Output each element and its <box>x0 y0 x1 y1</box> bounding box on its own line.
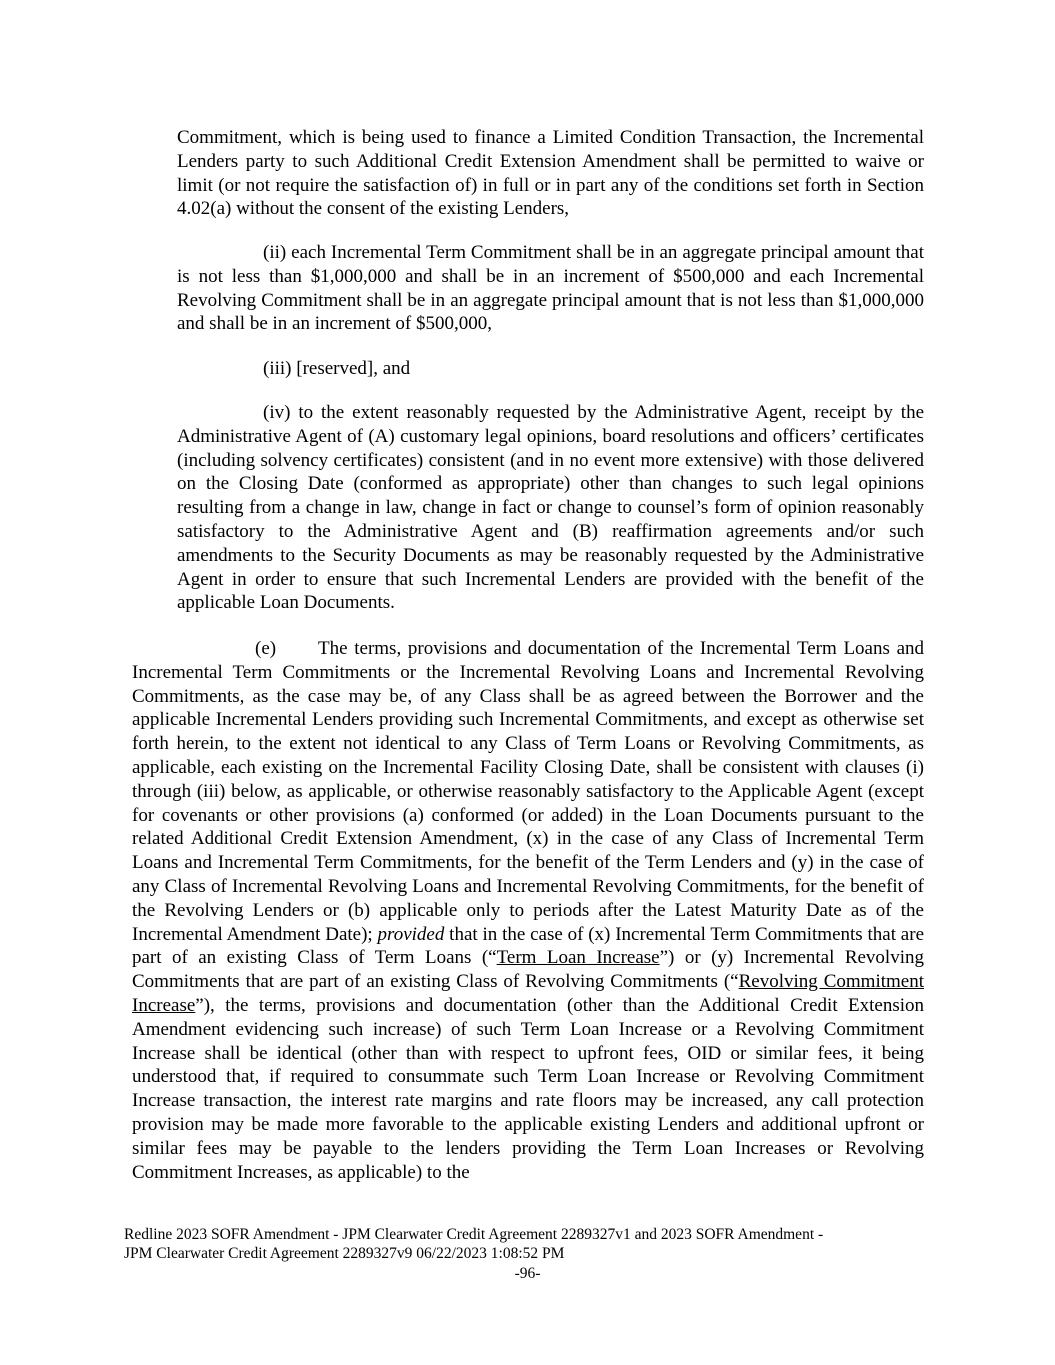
defined-term-revolving-commitment-increase: Revolving Commitment Increase <box>132 971 924 1016</box>
paragraph-clause-iii: (iii) [reserved], and <box>263 358 411 379</box>
document-footer <box>124 1225 924 1263</box>
footer-line-2: JPM Clearwater Credit Agreement 2289327v9 06/22/2023 1:08:52 PM <box>124 1245 565 1262</box>
page-number: -96- <box>514 1265 541 1282</box>
footer-line-1: Redline 2023 SOFR Amendment - JPM Clearwater Credit Agreement 2289327v1 and 2023 SOFR Amendment - <box>124 1226 824 1243</box>
section-e-text-c: ”) or (y) Incremental Revolving Commitments that are part of an existing Class of Revolving Commitments (“ <box>132 947 924 993</box>
paragraph-clause-iv: (iv) to the extent reasonably requested by the Administrative Agent, receipt by the Administrative Agent of (A) customary legal opinions, board resolutions and officers’ certificates (including solvency certificates) consistent (and in no event more extensive) with those delivered on the Closing Date (conformed as appropriate) other than changes to such legal opinions resulting from a change in law, change in fact or change to counsel’s form of opinion reasonably satisfactory to the Administrative Agent and (B) reaffirmation agreements and/or such amendments to the Security Documents as may be reasonably requested by the Administrative Agent in order to ensure that such Incremental Lenders are provided with the benefit of the applicable Loan Documents. <box>177 402 924 614</box>
provided-emphasis: provided <box>377 923 445 945</box>
paragraph-clause-ii: (ii) each Incremental Term Commitment shall be in an aggregate principal amount that is not less than $1,000,000 and shall be in an increment of $500,000 and each Incremental Revolving Commitment shall be in an aggregate principal amount that is not less than $1,000,000 and shall be in an increment of $500,000, <box>177 242 924 335</box>
defined-term-term-loan-increase: Term Loan Increase <box>496 947 660 969</box>
section-e-label: (e) <box>255 638 277 659</box>
paragraph-commitment-continuation: Commitment, which is being used to finance a Limited Condition Transaction, the Incremental Lenders party to such Additional Credit Extension Amendment shall be permitted to waive or limit (or not require the satisfaction of) in full or in part any of the conditions set forth in Section 4.02(a) without the consent of the existing Lenders, <box>177 127 924 220</box>
section-e-text-d: ”), the terms, provisions and documentation (other than the Additional Credit Extension Amendment evidencing such increase) of such Term Loan Increase or a Revolving Commitment Increase shall be identical (other than with respect to upfront fees, OID or similar fees, it being understood that, if required to consummate such Term Loan Increase or Revolving Commitment Increase transaction, the interest rate margins and rate floors may be increased, any call protection provision may be made more favorable to the applicable existing Lenders and additional upfront or similar fees may be payable to the lenders providing the Term Loan Increases or Revolving Commitment Increases, as applicable) to the <box>132 994 924 1183</box>
paragraph-section-e <box>132 637 924 1184</box>
section-e-text-a: The terms, provisions and documentation of the Incremental Term Loans and Incremental Term Commitments or the Incremental Revolving Loans and Incremental Revolving Commitments, as the case may be, of any Class shall be as agreed between the Borrower and the applicable Incremental Lenders providing such Incremental Commitments, and except as otherwise set forth herein, to the extent not identical to any Class of Term Loans or Revolving Commitments, as applicable, each existing on the Incremental Facility Closing Date, shall be consistent with clauses (i) through (iii) below, as applicable, or otherwise reasonably satisfactory to the Applicable Agent (except for covenants or other provisions (a) conformed (or added) in the Loan Documents pursuant to the related Additional Credit Extension Amendment, (x) in the case of any Class of Incremental Term Loans and Incremental Term Commitments, for the benefit of the Term Lenders and (y) in the case of any Class of Incremental Revolving Loans and Incremental Revolving Commitments, for the benefit of the Revolving Lenders or (b) applicable only to periods after the Latest Maturity Date as of the Incremental Amendment Date); <box>132 638 924 945</box>
section-e-text-b: that in the case of (x) Incremental Term Commitments that are part of an existing Class of Term Loans (“ <box>132 923 924 969</box>
